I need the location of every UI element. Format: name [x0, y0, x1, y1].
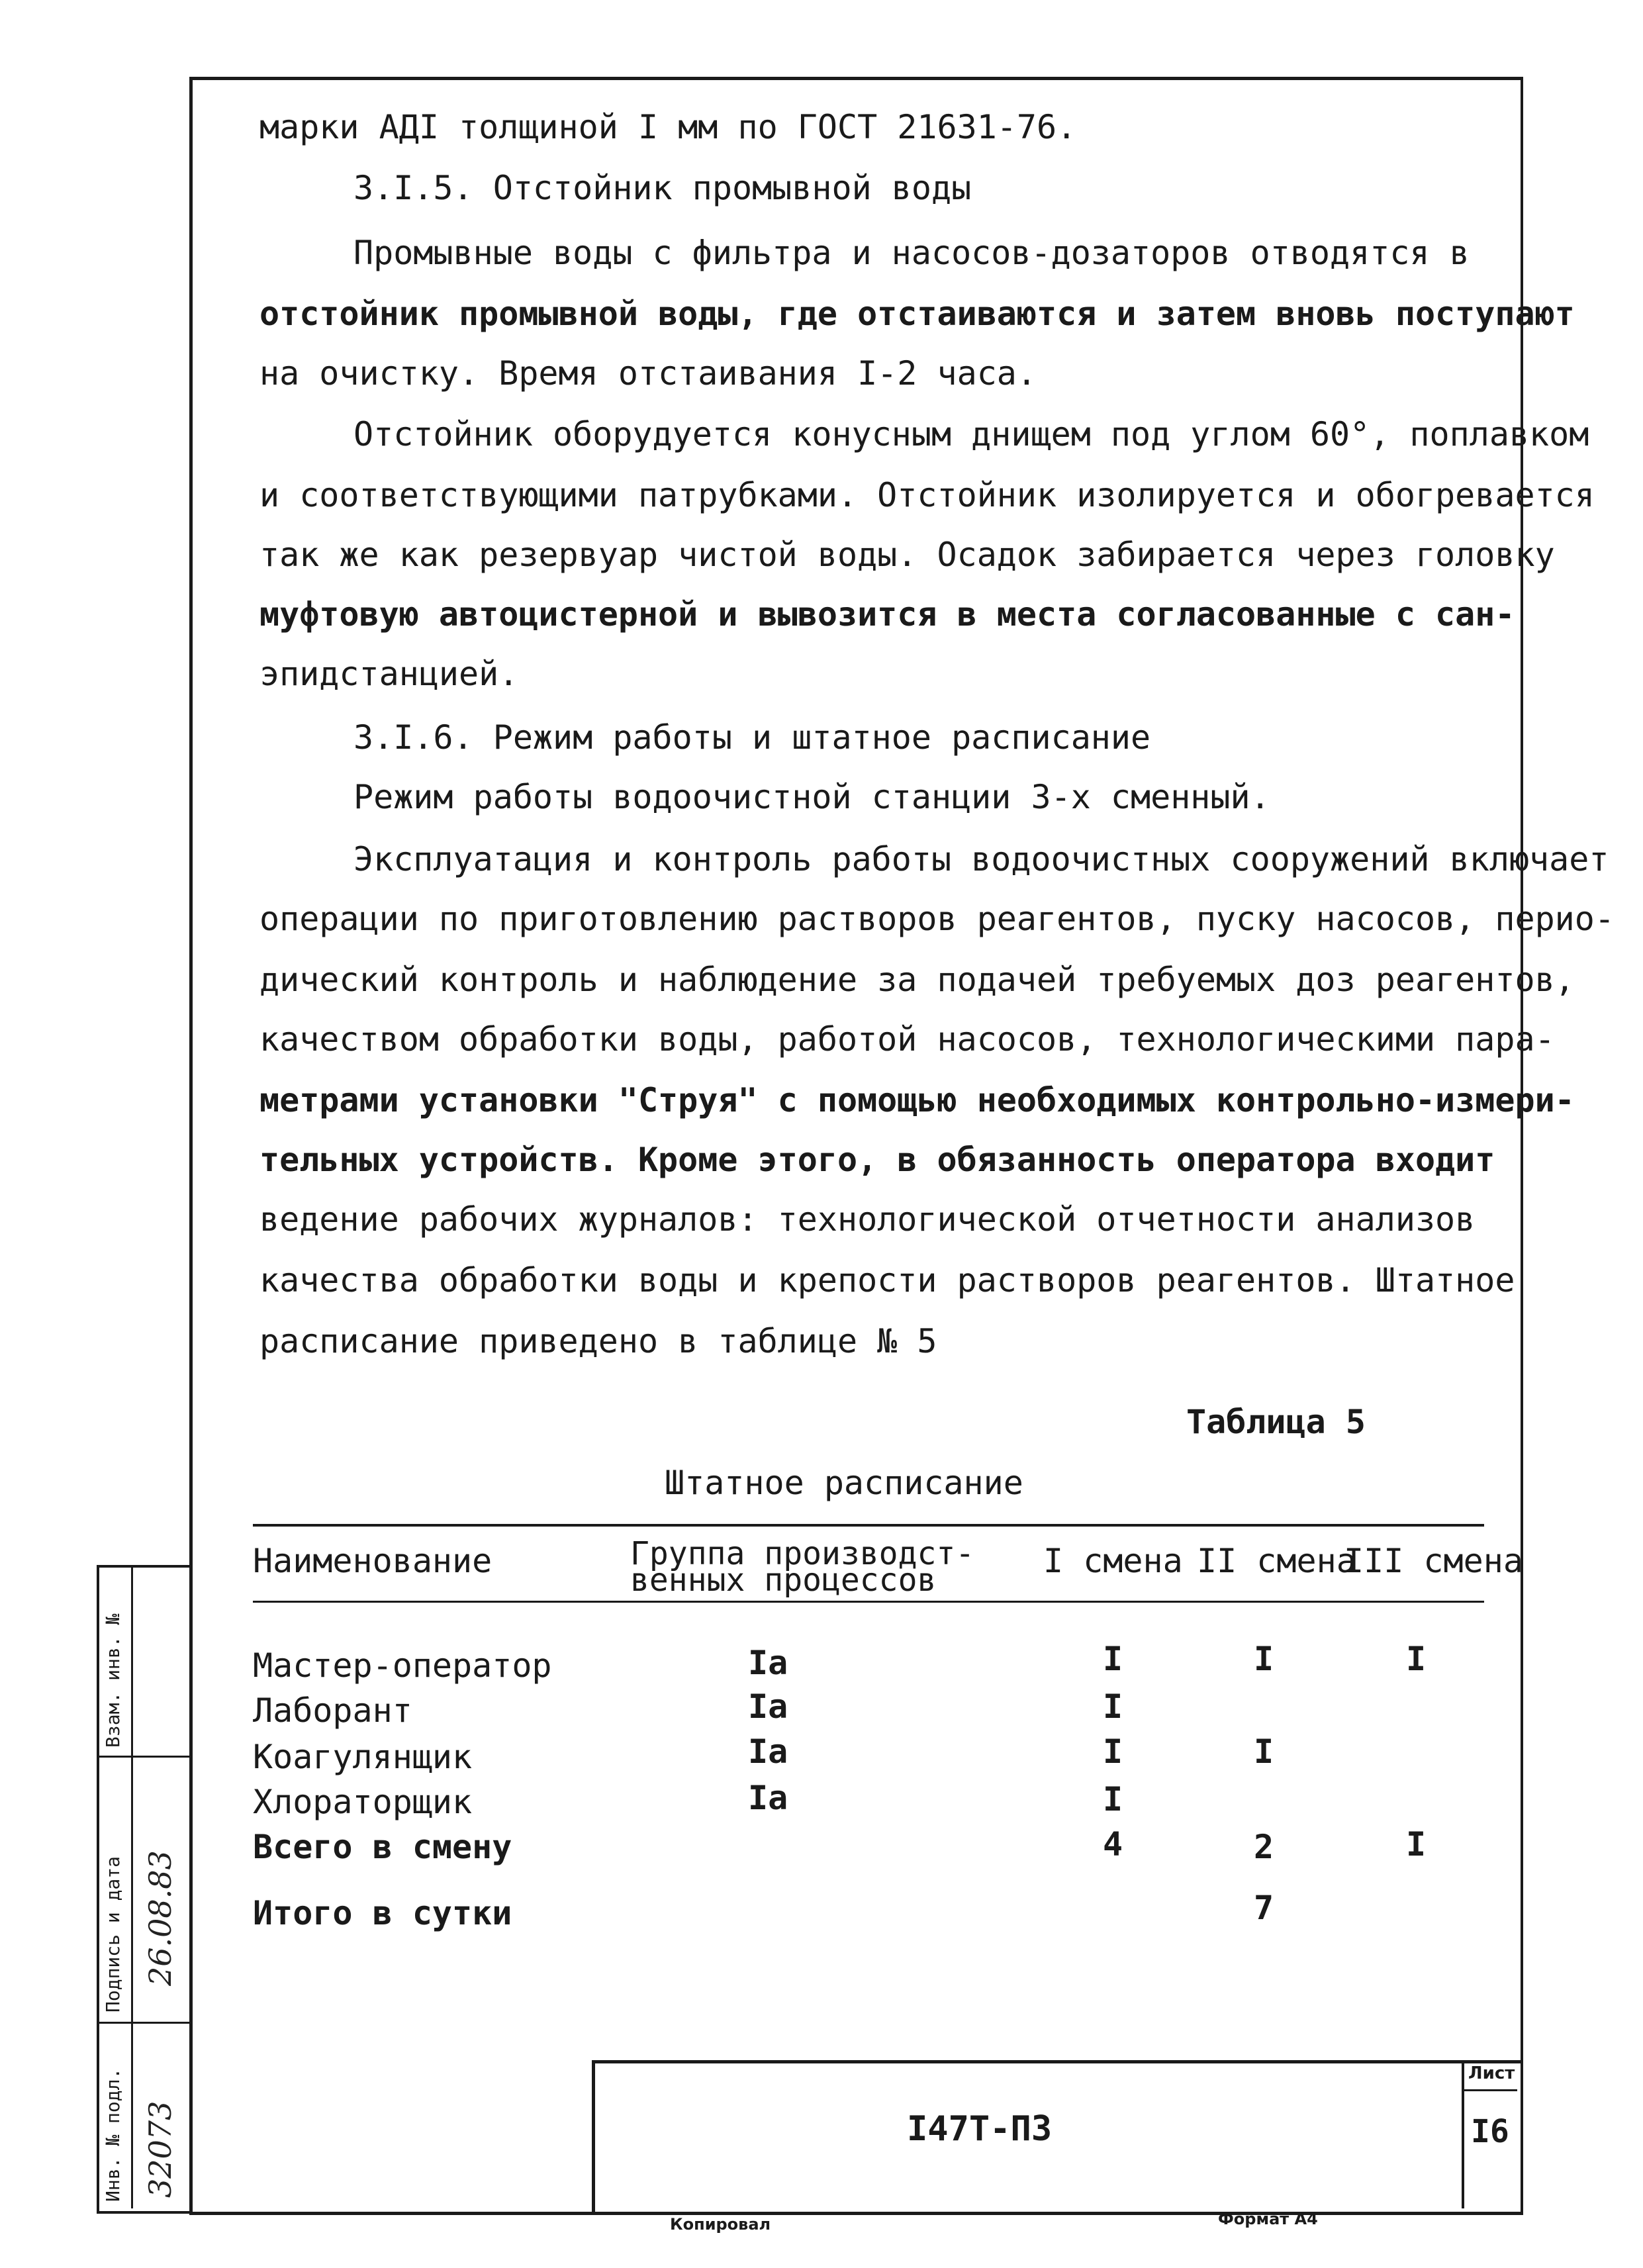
- stamp-sign-value: 26.08.83: [142, 1850, 178, 1986]
- body-line: марки АДI толщиной I мм по ГОСТ 21631-76.: [259, 108, 1077, 146]
- section-heading: 3.I.5. Отстойник промывной воды: [353, 169, 972, 207]
- document-code: I47Т-ПЗ: [907, 2109, 1053, 2149]
- table-row-s3: I: [1406, 1640, 1427, 1678]
- table-header-shift-1: I смена: [1043, 1542, 1183, 1580]
- table-row-s1: 4: [1103, 1825, 1123, 1864]
- stamp-inv-value: 32073: [142, 2101, 178, 2198]
- body-line: эпидстанцией.: [259, 655, 519, 693]
- table-header-shift-2: II смена: [1197, 1542, 1356, 1580]
- body-line: на очистку. Время отстаивания I-2 часа.: [259, 354, 1037, 393]
- table-header-group-2: венных процессов: [630, 1562, 937, 1599]
- body-line: операции по приготовлению растворов реагентов, пуску насосов, перио-: [259, 900, 1615, 938]
- table-row-s1: I: [1103, 1780, 1123, 1819]
- body-line: Отстойник оборудуется конусным днищем под углом 60°, поплавком: [353, 415, 1589, 453]
- body-line: качеством обработки воды, работой насосов, технологическими пара-: [259, 1020, 1555, 1059]
- stamp-label-sign: Подпись и дата: [102, 1856, 124, 2012]
- table-row-name: Хлораторщик: [253, 1783, 473, 1821]
- table-row-s3: I: [1406, 1825, 1427, 1864]
- stamp-column-divider: [131, 1565, 133, 2208]
- table-row-s1: I: [1103, 1640, 1123, 1678]
- table-row-s2: I: [1254, 1732, 1274, 1771]
- body-line: муфтовую автоцистерной и вывозится в места согласованные с сан-: [259, 595, 1515, 634]
- table-top-rule: [253, 1524, 1484, 1527]
- table-row-group: Iа: [748, 1687, 788, 1726]
- sheet-label: Лист: [1468, 2063, 1515, 2083]
- sheet-number: I6: [1471, 2113, 1509, 2150]
- body-line: тельных устройств. Кроме этого, в обязанность оператора входит: [259, 1141, 1495, 1179]
- body-line: дический контроль и наблюдение за подачей требуемых доз реагентов,: [259, 961, 1575, 999]
- body-line: Режим работы водоочистной станции 3-х сменный.: [353, 778, 1270, 816]
- stamp-row-divider: [97, 2022, 189, 2024]
- table-row-s1: I: [1103, 1732, 1123, 1771]
- table-header-group: Группа производст-: [630, 1535, 975, 1572]
- table-row-s2: 2: [1254, 1828, 1274, 1866]
- body-line: расписание приведено в таблице № 5: [259, 1322, 937, 1360]
- stamp-label-inv: Инв. № подл.: [102, 2067, 124, 2202]
- body-line: так же как резервуар чистой воды. Осадок забирается через головку: [259, 536, 1555, 574]
- daily-total-label: Итого в сутки: [253, 1894, 512, 1932]
- body-line: и соответствующими патрубками. Отстойник изолируется и обогревается: [259, 476, 1595, 514]
- table-number: Таблица 5: [1186, 1403, 1366, 1441]
- body-line: качества обработки воды и крепости растворов реагентов. Штатное: [259, 1261, 1515, 1299]
- table-header-shift-3: III смена: [1344, 1542, 1523, 1580]
- table-row-name: Всего в смену: [253, 1828, 512, 1866]
- table-header-name: Наименование: [253, 1542, 493, 1580]
- body-line: Промывные воды с фильтра и насосов-дозаторов отводятся в: [353, 234, 1470, 272]
- footer-format: Формат А4: [1218, 2210, 1318, 2228]
- table-caption: Штатное расписание: [665, 1464, 1023, 1502]
- table-row-group: Iа: [748, 1732, 788, 1771]
- footer-copied: Копировал: [670, 2215, 771, 2234]
- table-row-name: Коагулянщик: [253, 1738, 473, 1776]
- body-line: метрами установки "Струя" с помощью необходимых контрольно-измери-: [259, 1081, 1575, 1119]
- table-row-group: Iа: [748, 1779, 788, 1817]
- table-row-name: Лаборант: [253, 1691, 412, 1730]
- body-line: ведение рабочих журналов: технологической отчетности анализов: [259, 1200, 1476, 1239]
- stamp-label-replace: Взам. инв. №: [102, 1613, 124, 1748]
- section-heading: 3.I.6. Режим работы и штатное расписание: [353, 718, 1151, 757]
- body-line: Эксплуатация и контроль работы водоочистных сооружений включает: [353, 840, 1609, 878]
- sheet-box-divider: [1462, 2089, 1517, 2091]
- table-row-s1: I: [1103, 1687, 1123, 1726]
- body-line: отстойник промывной воды, где отстаиваются и затем вновь поступают: [259, 295, 1575, 333]
- table-row-name: Мастер-оператор: [253, 1646, 552, 1685]
- daily-total-value: 7: [1254, 1889, 1274, 1927]
- title-block: [592, 2060, 1521, 2212]
- table-header-rule: [253, 1601, 1484, 1603]
- table-row-group: Iа: [748, 1644, 788, 1682]
- table-row-s2: I: [1254, 1640, 1274, 1678]
- stamp-row-divider: [97, 1756, 189, 1758]
